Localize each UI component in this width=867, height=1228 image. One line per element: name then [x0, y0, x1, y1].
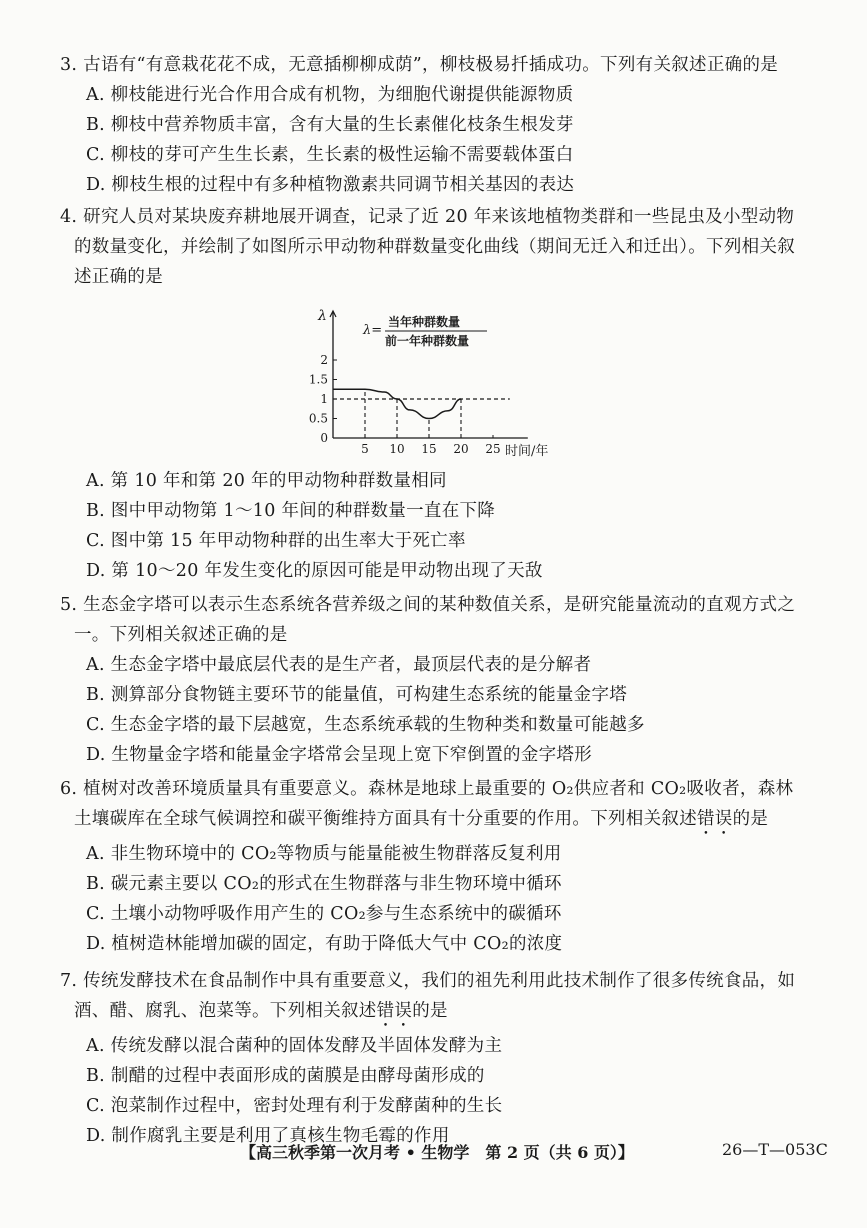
question-5-option-d: D. 生物量金字塔和能量金字塔常会呈现上宽下窄倒置的金字塔形 [86, 745, 593, 765]
formula-lambda: λ= [363, 323, 383, 338]
x-tick-label: 5 [361, 442, 369, 456]
question-6-emphasis-word: 错误 [697, 809, 733, 829]
question-7-option-b: B. 制醋的过程中表面形成的菌膜是由酵母菌形成的 [86, 1066, 485, 1086]
question-4-option-a: A. 第 10 年和第 20 年的甲动物种群数量相同 [86, 471, 447, 491]
question-6-option-d: D. 植树造林能增加碳的固定，有助于降低大气中 CO₂的浓度 [86, 934, 563, 954]
question-3-option-d: D. 柳枝生根的过程中有多种植物激素共同调节相关基因的表达 [86, 175, 575, 195]
formula-denominator: 前一年种群数量 [385, 334, 470, 348]
x-tick-label: 25 [485, 442, 501, 456]
question-3-option-c: C. 柳枝的芽可产生生长素，生长素的极性运输不需要载体蛋白 [86, 145, 574, 165]
question-6-option-c: C. 土壤小动物呼吸作用产生的 CO₂参与生态系统中的碳循环 [86, 904, 562, 924]
question-7 [60, 966, 820, 1151]
question-4-option-c: C. 图中第 15 年甲动物种群的出生率大于死亡率 [86, 531, 466, 551]
question-4-option-b: B. 图中甲动物第 1～10 年间的种群数量一直在下降 [86, 501, 496, 521]
question-4-stem-line-2: 的数量变化，并绘制了如图所示甲动物种群数量变化曲线（期间无迁入和迁出）。下列相关叙 [74, 237, 796, 257]
question-7-stem-line-1: 7. 传统发酵技术在食品制作中具有重要意义，我们的祖先利用此技术制作了很多传统食品，如 [60, 971, 796, 991]
question-5-option-b: B. 测算部分食物链主要环节的能量值，可构建生态系统的能量金字塔 [86, 685, 628, 705]
question-4-stem-line-1: 4. 研究人员对某块废弃耕地展开调查，记录了近 20 年来该地植物类群和一些昆虫及小型动物 [60, 207, 795, 227]
question-7-stem-text: 酒、醋、腐乳、泡菜等。下列相关叙述 [74, 1001, 377, 1021]
question-4 [60, 202, 820, 292]
question-3 [60, 50, 820, 200]
question-5-option-a: A. 生态金字塔中最底层代表的是生产者，最顶层代表的是分解者 [86, 655, 592, 675]
question-7-option-c: C. 泡菜制作过程中，密封处理有利于发酵菌种的生长 [86, 1096, 503, 1116]
question-5-option-c: C. 生态金字塔的最下层越宽，生态系统承载的生物种类和数量可能越多 [86, 715, 645, 735]
formula-numerator: 当年种群数量 [388, 315, 461, 329]
x-tick-label: 20 [453, 442, 469, 456]
footer-title: 【高三秋季第一次月考 • 生物学 第 2 页（共 6 页）】 [240, 1143, 634, 1162]
question-7-option-a: A. 传统发酵以混合菌种的固体发酵及半固体发酵为主 [86, 1036, 503, 1056]
y-tick-label: 0 [320, 431, 328, 445]
y-tick-label: 0.5 [308, 411, 328, 426]
question-5-stem-line-2: 一。下列相关叙述正确的是 [74, 625, 288, 645]
question-6-stem-line-1: 6. 植树对改善环境质量具有重要意义。森林是地球上最重要的 O₂供应者和 CO₂吸收者，森林 [60, 779, 794, 799]
x-tick-label: 10 [389, 442, 405, 456]
question-5-stem-line-1: 5. 生态金字塔可以表示生态系统各营养级之间的某种数值关系，是研究能量流动的直观方式之 [60, 595, 796, 615]
question-3-option-b: B. 柳枝中营养物质丰富，含有大量的生长素催化枝条生根发芽 [86, 115, 574, 135]
question-4-options [60, 466, 820, 586]
footer-code: 26—T—053C [722, 1140, 828, 1159]
question-7-stem-line-2 [60, 996, 820, 1031]
question-3-option-a: A. 柳枝能进行光合作用合成有机物，为细胞代谢提供能源物质 [86, 85, 574, 105]
y-tick-label: 1.5 [308, 372, 328, 387]
question-7-option-d: D. 制作腐乳主要是利用了真核生物毛霉的作用 [86, 1126, 450, 1146]
question-6-stem-text: 土壤碳库在全球气候调控和碳平衡维持方面具有十分重要的作用。下列相关叙述 [74, 809, 697, 829]
y-tick-label: 1 [320, 392, 328, 406]
x-tick-label: 15 [421, 442, 437, 456]
question-5 [60, 590, 820, 770]
question-3-stem: 3. 古语有“有意栽花花不成，无意插柳柳成荫”，柳枝极易扦插成功。下列有关叙述正确的是 [60, 55, 779, 75]
y-axis-label: λ [318, 308, 327, 324]
lambda-chart [305, 308, 575, 468]
question-7-stem-end: 的是 [412, 1001, 448, 1021]
question-7-emphasis-word: 错误 [376, 1001, 413, 1021]
question-4-option-d: D. 第 10～20 年发生变化的原因可能是甲动物出现了天敌 [86, 561, 543, 581]
question-6 [60, 774, 820, 959]
question-6-option-b: B. 碳元素主要以 CO₂的形式在生物群落与非生物环境中循环 [86, 874, 562, 894]
question-6-stem-line-2 [60, 804, 820, 839]
x-axis-label: 时间/年 [505, 444, 549, 459]
question-6-stem-end: 的是 [732, 809, 769, 829]
y-tick-label: 2 [320, 353, 328, 367]
question-4-stem-line-3: 述正确的是 [74, 267, 163, 287]
question-6-option-a: A. 非生物环境中的 CO₂等物质与能量能被生物群落反复利用 [86, 844, 562, 864]
